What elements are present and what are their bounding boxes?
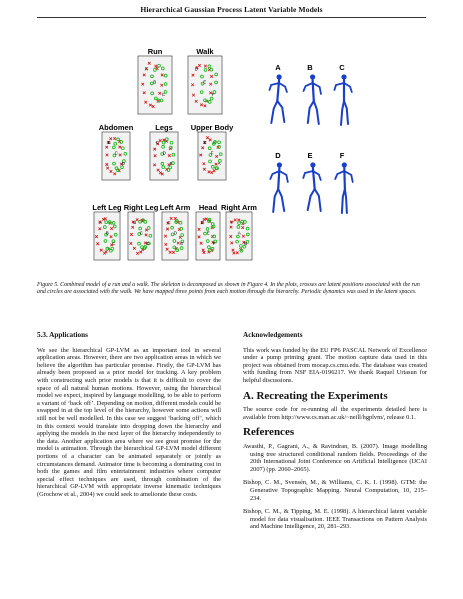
mapped-point-label: F [211, 92, 215, 98]
mapped-point-label: F [210, 150, 214, 156]
mapped-point-label: E [180, 241, 184, 247]
mapped-point-label: B [133, 220, 137, 225]
header-rule [37, 17, 426, 18]
figure-5-graphic [92, 40, 372, 265]
skeleton-right-arm [335, 171, 344, 179]
pose-label: F [339, 151, 345, 160]
skeleton-right-leg [342, 189, 345, 213]
plot-title: Head [198, 203, 218, 212]
skeleton-right-arm [279, 83, 287, 92]
plot-title: Left Leg [92, 203, 122, 212]
mapped-point-label: A [99, 220, 103, 225]
mapped-point-label: C [139, 230, 143, 236]
mapped-point-label: B [244, 241, 248, 247]
skeleton-right-leg [344, 101, 348, 124]
skeleton-head [277, 74, 282, 79]
appendix-text: The source code for re-running all the experiments detailed here is available from http://www.cs.man.ac.uk/~neill/hgplvm/, release 0.1. [243, 406, 427, 421]
skeleton-left-leg [308, 189, 315, 210]
mapped-point-label: A [217, 161, 221, 167]
figure-caption: Figure 5. Combined model of a run and a walk. The skeleton is decomposed as shown in Figure 4. In the plots, crosses are latent positions associated with the run and circles are associated with the walk. We have mapped three points from each motion through the hierarchy. Periodic dynamics was used in the latent spaces. [37, 282, 420, 296]
skeleton-right-leg [308, 101, 314, 123]
right-column [243, 332, 427, 537]
plot-title: Right Arm [221, 203, 257, 212]
pose-label: C [339, 63, 345, 72]
skeleton-right-arm [304, 83, 313, 91]
pose-label: B [307, 63, 313, 72]
left-column [37, 332, 221, 504]
mapped-point-label: F [231, 220, 234, 225]
reference-item: Awasthi, P., Gagrani, A., & Ravindran, B. (2007). Image modelling using tree structured conditional random fields. Proceedings of the 20th International Joint Conference on Artificial Intelligence (IJCAI 2007) (pp. 2060–2065). [243, 442, 427, 473]
mapped-point-label: B [105, 230, 109, 236]
skeleton-head [341, 74, 346, 79]
skeleton-right-leg [273, 189, 278, 212]
plot-title: Walk [196, 47, 214, 56]
mapped-point-label: D [121, 161, 125, 167]
plot-title: Left Arm [159, 203, 191, 212]
mapped-point-label: E [206, 230, 210, 236]
skeleton-head [342, 162, 347, 167]
references-heading: References [243, 426, 295, 439]
plot-title: Legs [155, 123, 173, 132]
mapped-point-label: B [153, 79, 157, 85]
running-title: Hierarchical Gaussian Process Latent Variable Models [140, 5, 323, 14]
pose-label: E [307, 151, 313, 160]
mapped-point-label: D [200, 220, 205, 225]
mapped-point-label: C [112, 241, 116, 247]
mapped-point-label: D [173, 230, 177, 236]
mapped-point-label: A [144, 66, 148, 72]
mapped-point-label: E [203, 79, 207, 85]
appendix-heading: A. Recreating the Experiments [243, 389, 388, 402]
mapped-point-label: C [161, 92, 166, 98]
skeleton-right-arm [344, 83, 352, 92]
mapped-point-label: A [237, 230, 241, 236]
plot-title: Abdomen [98, 123, 134, 132]
skeleton-head [310, 162, 315, 167]
skeleton-left-leg [271, 101, 277, 123]
skeleton-left-leg [278, 189, 284, 211]
mapped-point-label: B [107, 140, 111, 145]
skeleton-head [277, 162, 282, 167]
plot-title: Right Leg [123, 203, 159, 212]
plot-title: Upper Body [190, 123, 234, 132]
mapped-point-label: D [146, 241, 150, 247]
skeleton-head [310, 74, 315, 79]
pose-label: A [275, 63, 281, 72]
mapped-point-label: E [203, 140, 207, 145]
mapped-point-label: E [169, 161, 173, 167]
applications-paragraph: We see the hierarchical GP-LVM as an important tool in several application areas. However, there are two application areas in which we believe the algorithm has particular promise. Firstly, the GP-LVM has already been proposed as a prior model for tracking. A key problem with constructing such prior models is that it is difficult to cover the space of all natural human motions. However, using the hierarchical model we expect, inspired by language modelling, to be able to perform a variant of ‘back off’. Depending on motion, different models could be swapped in at the top level of the hierarchy, however some actions will still not be well modelled. In this case we suggest ‘backing off’, which in this context would translate into dropping down the hierarchy and applying the models in the next layer of the hierarchy independently to the data. Another application area where we see great promise for the model is animation. Through the hierarchical GP-LVM model different portions of a character can be animated separately or jointly as circumstances demand. Animator time is becoming a dominating cost in both the games and film entertainment industries where computer special effect techniques are used, through combination of the hierarchical GP-LVM with appropriate inverse kinematic techniques (Grochow et al., 2004) we could seek to ameliorate these costs. [37, 346, 221, 498]
figure-5 [92, 40, 372, 265]
skeleton-left-leg [314, 101, 319, 124]
skeleton-right-leg [277, 101, 284, 122]
skeleton-left-arm [303, 171, 313, 178]
skeleton-left-leg [341, 101, 344, 125]
skeleton-right-leg [315, 189, 321, 211]
reference-item: Bishop, C. M., & Tipping, M. E. (1998). A hierarchical latent variable model for data visualisation. IEEE Transactions on Pattern Analysis and Machine Intelligence, 20, 281–293. [243, 508, 427, 531]
skeleton-left-arm [334, 83, 344, 90]
pose-label: D [275, 151, 281, 160]
mapped-point-label: C [114, 150, 118, 156]
acknowledgements-heading: Acknowledgements [243, 331, 303, 339]
section-heading-applications: 5.3. Applications [37, 331, 88, 339]
plot-title: Run [147, 47, 163, 56]
mapped-point-label: C [155, 140, 159, 145]
mapped-point-label: F [212, 241, 216, 247]
mapped-point-label: D [194, 66, 199, 72]
skeleton-left-arm [279, 171, 287, 182]
acknowledgements-text: This work was funded by the EU FP6 PASCAL Network of Excellence under a pump priming grant. The motion capture data used in this project was obtained from mocap.cs.cmu.edu. The database was created with funding from NSF EIA-0196217. We thank Raquel Urtasun for helpful discussions. [243, 346, 427, 384]
reference-item: Bishop, C. M., Svensén, M., & Williams, C. K. I. (1998). GTM: the Generative Topographic Mapping. Neural Computation, 10, 215–234. [243, 479, 427, 502]
skeleton-left-leg [345, 189, 347, 213]
mapped-point-label: D [162, 150, 166, 156]
mapped-point-label: C [167, 220, 171, 225]
